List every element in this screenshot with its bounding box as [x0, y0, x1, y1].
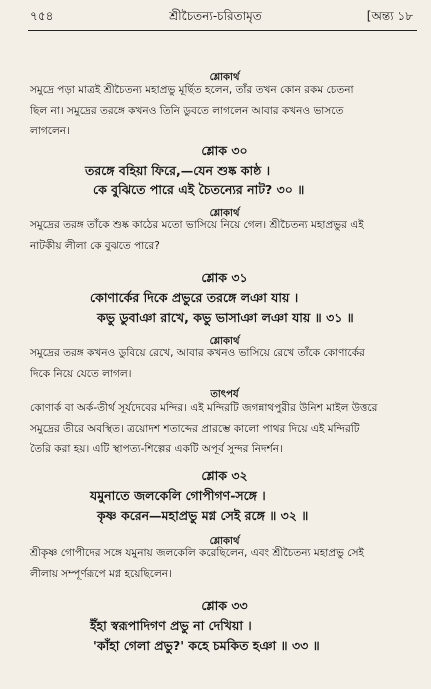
header-rule [28, 30, 417, 31]
translation-label: শ্লোকার্থ [209, 208, 240, 219]
verse-line: ইঁহা স্বরূপাদিগণ প্রভু না দেখিয়া । [90, 618, 252, 633]
text-line: তৈরি করা হয়। এটি স্থাপত্য-শিল্পের একটি অপূর্ব সুন্দর নিদর্শন। [30, 443, 283, 455]
shloka-heading: শ্লোক ৩০ [201, 143, 248, 158]
purport-text [30, 398, 419, 460]
translation-label: শ্লোকার্থ [209, 72, 240, 83]
verse-line: 'কাঁহা গেলা প্রভু?' কহে চমকিত হঞা ॥ ৩৩ ॥ [93, 638, 320, 653]
text-line: দিকে নিয়ে যেতে লাগল। [30, 367, 132, 380]
translation-text [30, 343, 419, 384]
text-line: শ্রীকৃষ্ণ গোপীদের সঙ্গে যমুনায় জলকেলি করেছিলেন, এবং শ্রীচৈতন্য মহাপ্রভু সেই [30, 547, 364, 559]
verse-line: কে বুঝিতে পারে এই চৈতন্যের নাট? ৩০ ॥ [93, 182, 305, 197]
text-line: নাটকীয় লীলা কে বুঝতে পারে? [30, 239, 160, 252]
text-line: সমুদ্রের তরঙ্গ কখনও ডুবিয়ে রেখে, আবার কখনও ভাসিয়ে রেখে তাঁকে কোণার্কের [30, 347, 365, 359]
verse-line: কোণার্কের দিকে প্রভুরে তরঙ্গে লঞা যায় । [90, 290, 299, 305]
verse-line: কৃষ্ণ করেন—মহাপ্রভু মগ্ন সেই রঙ্গে ॥ ৩২ ॥ [97, 508, 309, 523]
shloka-heading: শ্লোক ৩১ [201, 270, 248, 285]
text-line: কোণার্ক বা অর্ক-তীর্থ সূর্যদেবের মন্দির। এই মন্দিরটি জগন্নাথপুরীর উনিশ মাইল উত্তরে [30, 402, 378, 414]
page-number: ৭৫৪ [30, 9, 54, 23]
text-line: লাগলেন। [30, 125, 70, 137]
verse-line: কভু ডুবাঞা রাখে, কভু ভাসাঞা লঞা যায় ॥ ৩১ ॥ [97, 310, 354, 325]
chapter-reference: [অন্ত্য ১৮ [366, 9, 413, 23]
translation-label: শ্লোকার্থ [209, 336, 240, 347]
translation-text [30, 80, 419, 142]
translation-label: শ্লোকার্থ [209, 536, 240, 547]
text-line: ছিল না। সমুদ্রের তরঙ্গে কখনও তিনি ডুবতে লাগলেন আবার কখনও ভাসতে [30, 104, 344, 117]
shloka-heading: শ্লোক ৩২ [201, 468, 248, 483]
verse-line: তরঙ্গে বহিয়া ফিরে,—যেন শুষ্ক কাষ্ঠ । [85, 163, 271, 178]
text-line: লীলায় সম্পূর্ণরূপে মগ্ন হয়েছিলেন। [30, 567, 172, 580]
translation-text [30, 215, 419, 256]
text-line: সমুদ্রে পড়া মাত্রই শ্রীচৈতন্য মহাপ্রভু মূর্ছিত হলেন, তাঁর তখন কোন রকম চেতনা [30, 84, 354, 96]
shloka-heading: শ্লোক ৩৩ [201, 598, 248, 613]
running-title: শ্রীচৈতন্য-চরিতামৃত [169, 9, 262, 23]
verse-line: যমুনাতে জলকেলি গোপীগণ-সঙ্গে । [90, 488, 266, 503]
text-line: সমুদ্রের তীরে অবস্থিত। ত্রয়োদশ শতাব্দের প্রারম্ভে কালো পাথর দিয়ে এই মন্দিরটি [30, 422, 360, 435]
text-line: সমুদ্রের তরঙ্গ তাঁকে শুষ্ক কাঠের মতো ভাসিয়ে নিয়ে গেল। শ্রীচৈতন্য মহাপ্রভুর এই [30, 219, 364, 231]
purport-label: তাৎপর্য [210, 389, 239, 400]
translation-text [30, 543, 419, 584]
